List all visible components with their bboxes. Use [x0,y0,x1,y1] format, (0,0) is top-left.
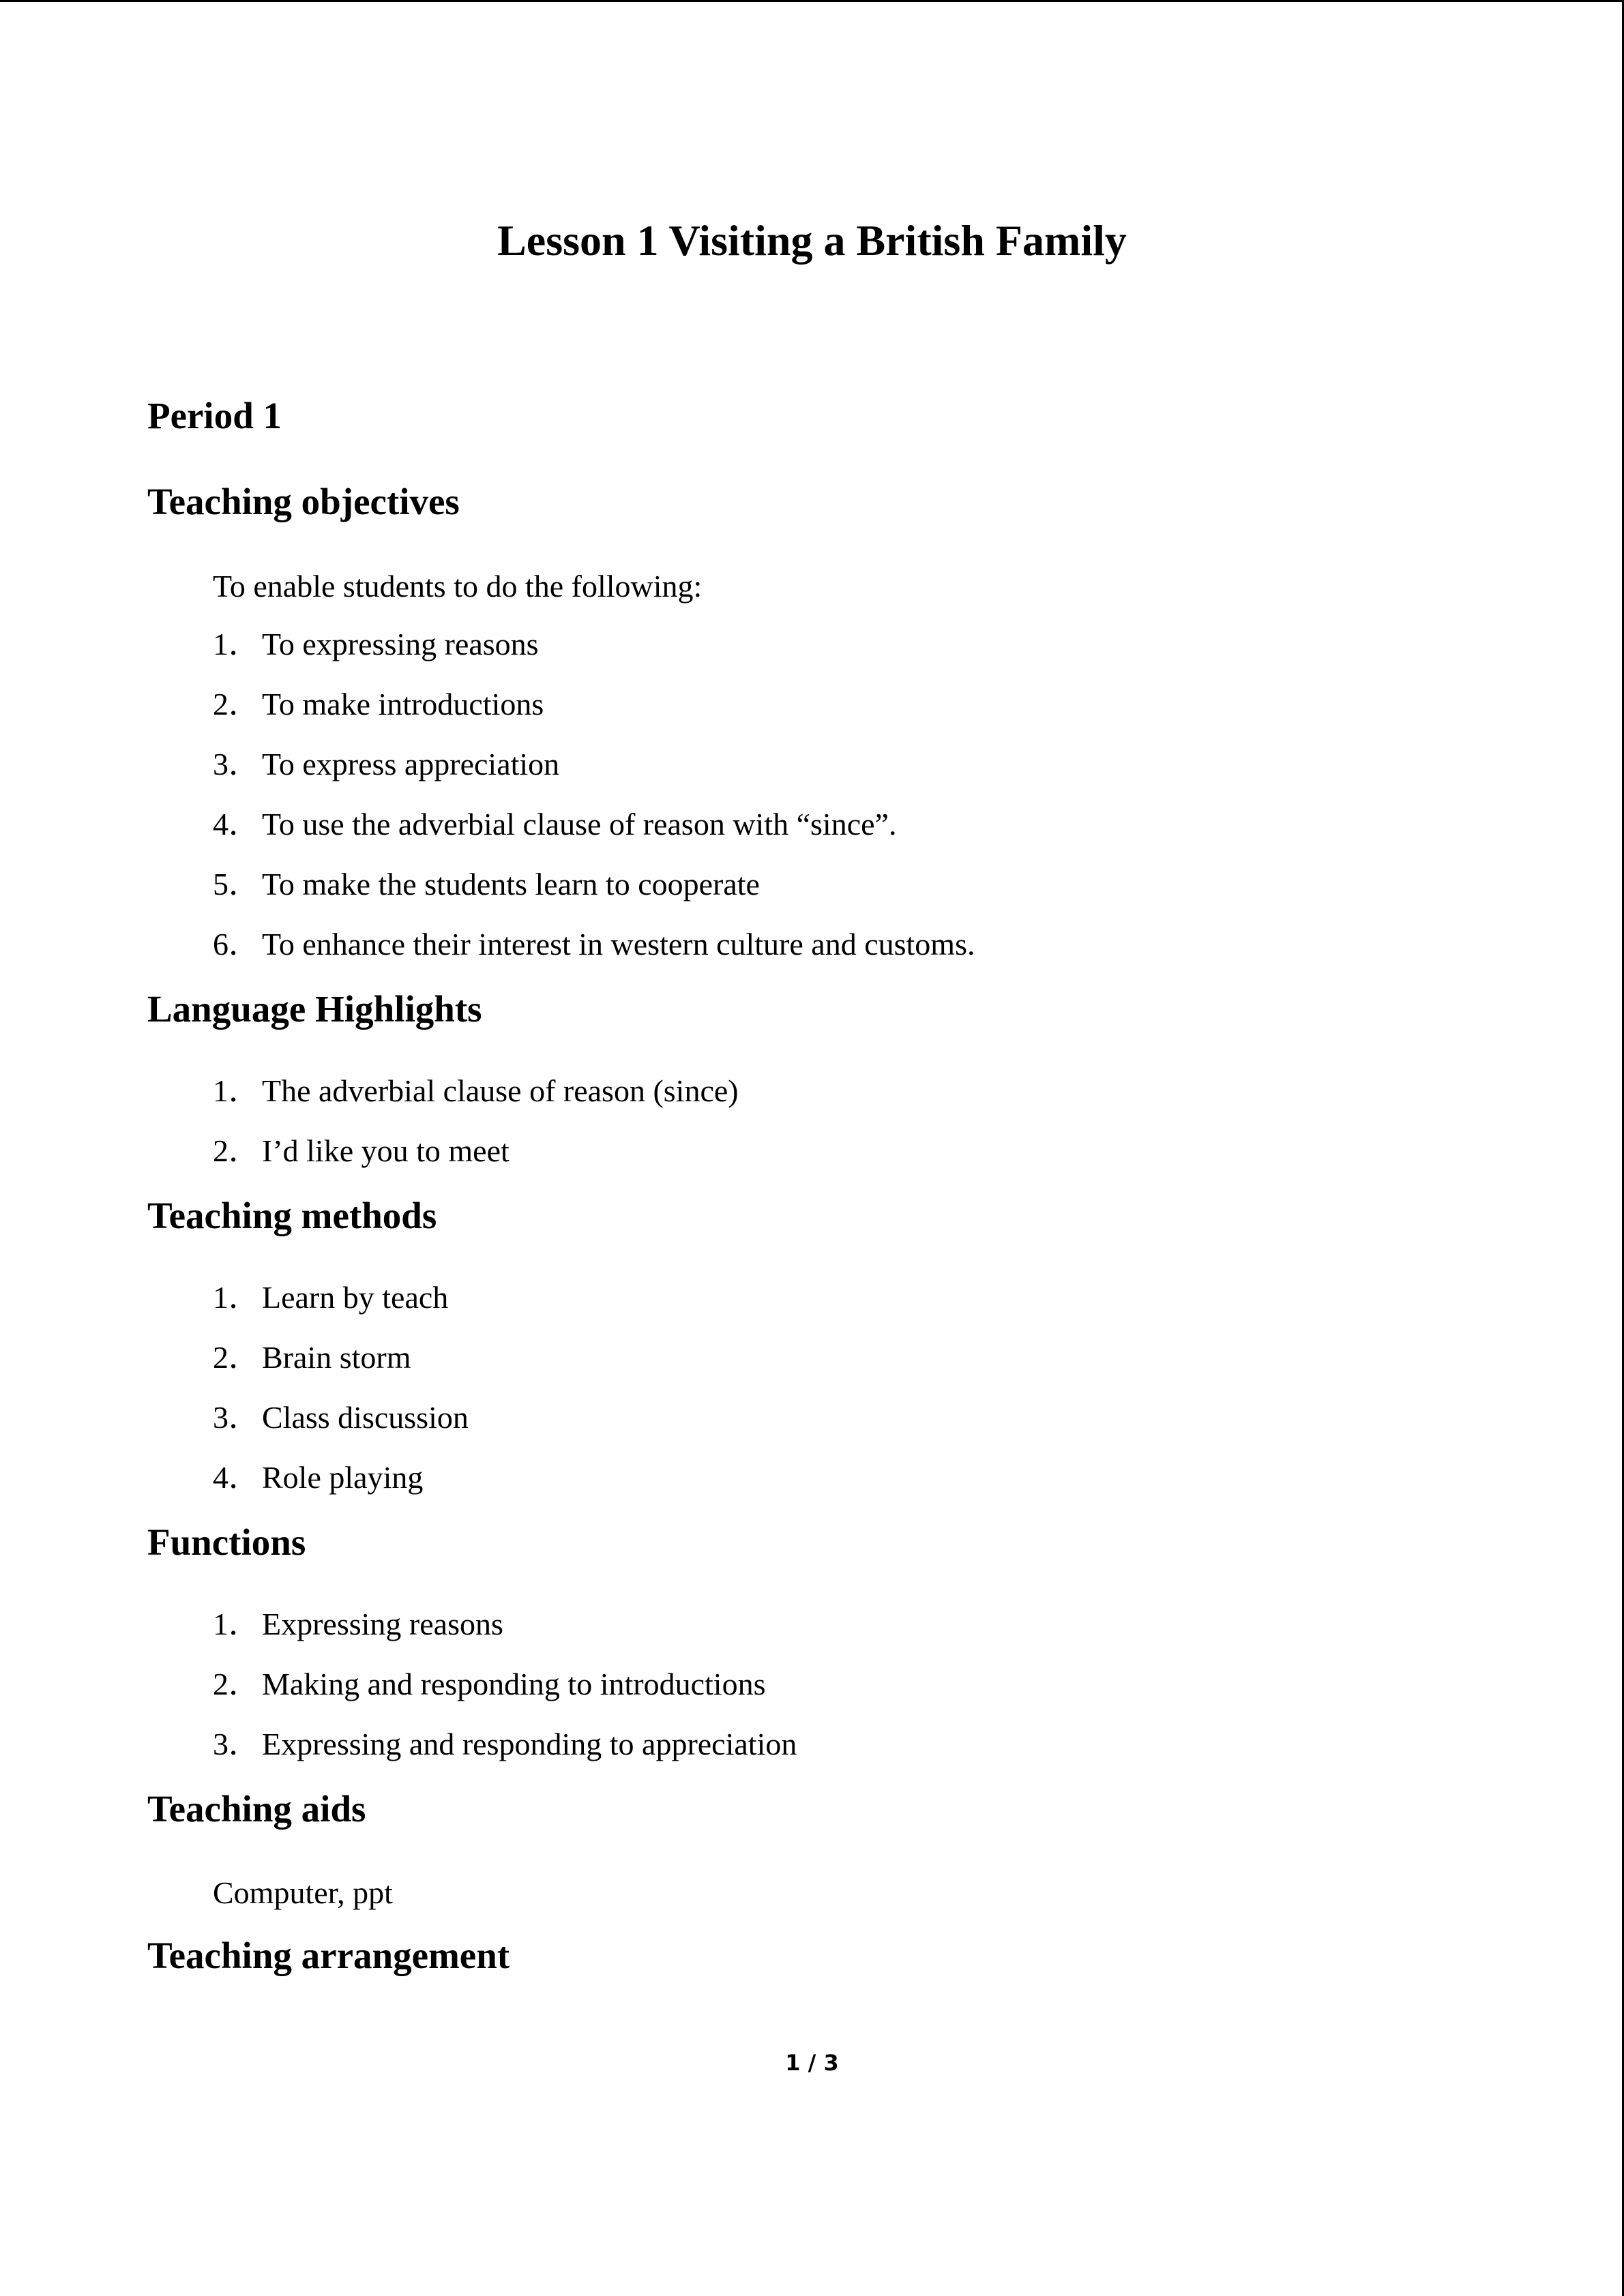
list-item-text: Role playing [262,1460,424,1495]
list-number: 5． [213,867,260,901]
list-item-text: To expressing reasons [262,627,539,661]
list-number: 1． [213,1280,260,1315]
aids-text: Computer, ppt [213,1875,393,1910]
list-item-text: I’d like you to meet [262,1133,510,1168]
objectives-heading: Teaching objectives [147,481,460,522]
list-number: 1． [213,1607,260,1641]
list-number: 3． [213,747,260,781]
objective-item [213,925,975,964]
list-item-text: Brain storm [262,1340,411,1375]
function-item [213,1665,765,1703]
methods-heading: Teaching methods [147,1195,437,1236]
list-item-text: Expressing and responding to appreciation [262,1727,797,1761]
objectives-intro: To enable students to do the following: [213,569,703,603]
objective-item [213,865,760,904]
list-item-text: To make the students learn to cooperate [262,867,760,901]
list-number: 1． [213,627,260,661]
list-number: 2． [213,1133,260,1168]
list-item-text: Expressing reasons [262,1607,503,1641]
list-number: 3． [213,1727,260,1761]
method-item [213,1279,448,1317]
objective-item [213,805,896,844]
objective-item [213,685,544,724]
list-number: 4． [213,807,260,841]
list-item-text: To enhance their interest in western culture and customs. [262,927,975,961]
method-item [213,1339,411,1377]
list-number: 2． [213,687,260,721]
list-item-text: Class discussion [262,1400,469,1435]
function-item [213,1605,503,1643]
list-number: 3． [213,1400,260,1435]
list-item-text: To use the adverbial clause of reason with “since”. [262,807,897,841]
highlights-heading: Language Highlights [147,988,482,1030]
list-number: 2． [213,1667,260,1701]
list-item-text: Learn by teach [262,1280,449,1315]
method-item [213,1399,469,1437]
functions-heading: Functions [147,1521,306,1563]
highlight-item [213,1072,739,1110]
arrangement-heading: Teaching arrangement [147,1935,510,1976]
document-title: Lesson 1 Visiting a British Family [497,216,1127,265]
aids-heading: Teaching aids [147,1788,366,1830]
objective-item [213,745,559,784]
function-item [213,1725,797,1763]
method-item [213,1459,423,1497]
list-item-text: Making and responding to introductions [262,1667,766,1701]
list-number: 6． [213,927,260,961]
period-heading: Period 1 [147,395,282,436]
objective-item [213,625,539,664]
list-item-text: To make introductions [262,687,544,721]
list-item-text: To express appreciation [262,747,560,781]
highlight-item [213,1132,510,1170]
list-number: 1． [213,1073,260,1108]
list-number: 2． [213,1340,260,1375]
list-number: 4． [213,1460,260,1495]
page-number: 1 / 3 [785,2050,839,2076]
list-item-text: The adverbial clause of reason (since) [262,1073,739,1108]
